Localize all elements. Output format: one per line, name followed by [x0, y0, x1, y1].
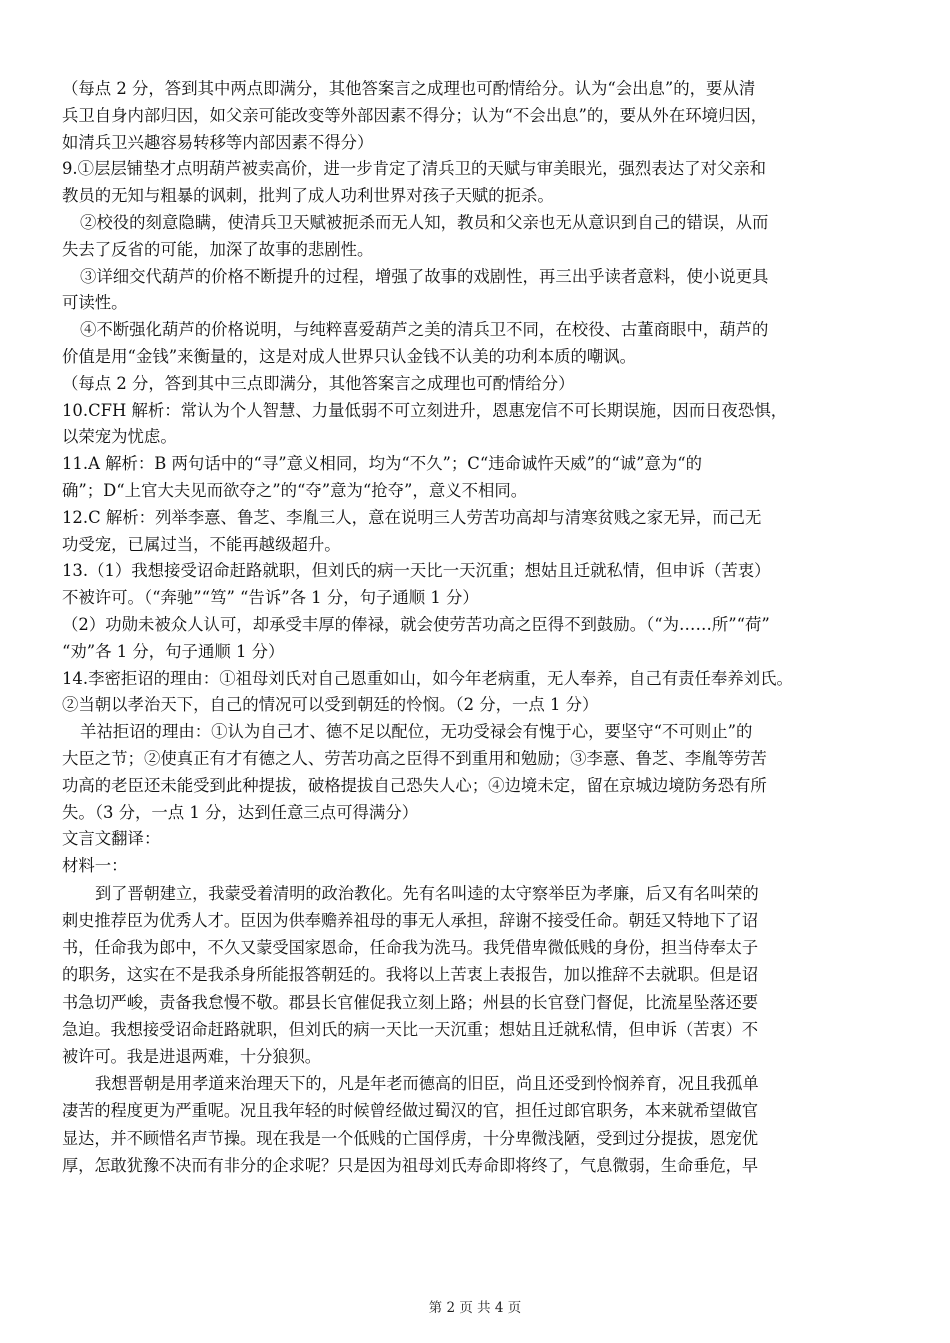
translation-line: 急迫。我想接受诏命赶路就职，但刘氏的病一天比一天沉重；想姑且迁就私情，但申诉（苦衷）不 [62, 1019, 759, 1039]
text-line: 功高的老臣还未能受到此种提拔，破格提拔自己恐失人心；④边境未定，留在京城边境防务恐有所 [62, 775, 767, 795]
text-line: 大臣之节；②使真正有才有德之人、劳苦功高之臣得不到重用和勉励；③李憙、鲁芝、李胤等劳苦 [62, 748, 767, 768]
text-line: 失去了反省的可能，加深了故事的悲剧性。 [62, 239, 374, 259]
text-line: 兵卫自身内部归因，如父亲可能改变等外部因素不得分；认为“不会出息”的，要从外在环境归因， [62, 105, 768, 125]
text-line: （2）功勋未被众人认可，却承受丰厚的俸禄，就会使劳苦功高之臣得不到鼓励。（“为……所”“荷” [62, 614, 770, 634]
text-line: （每点 2 分，答到其中两点即满分，其他答案言之成理也可酌情给分。认为“会出息”的，要从清 [62, 79, 756, 98]
translation-line: 刺史推荐臣为优秀人才。臣因为供奉赡养祖母的事无人承担，辞谢不接受任命。朝廷又特地下了诏 [62, 911, 759, 931]
translation-line: 被许可。我是进退两难，十分狼狈。 [62, 1047, 321, 1067]
text-line: （每点 2 分，答到其中三点即满分，其他答案言之成理也可酌情给分） [62, 373, 575, 393]
translation-line: 显达，并不顾惜名声节操。现在我是一个低贱的亡国俘虏，十分卑微浅陋，受到过分提拔，恩宠优 [62, 1128, 759, 1148]
text-line: ④不断强化葫芦的价格说明，与纯粹喜爱葫芦之美的清兵卫不同，在校役、古董商眼中，葫芦的 [80, 320, 769, 340]
text-line: 10.CFH 解析：常认为个人智慧、力量低弱不可立刻进升，恩惠宠信不可长期误施，因而日夜恐惧， [62, 400, 788, 420]
text-line: 如清兵卫兴趣容易转移等内部因素不得分） [62, 132, 374, 152]
text-line: ②当朝以孝治天下，自己的情况可以受到朝廷的怜悯。（2 分，一点 1 分） [62, 695, 599, 715]
translation-block [62, 880, 892, 1179]
text-line: 材料一： [62, 856, 128, 876]
translation-line: 书，任命我为郎中，不久又蒙受国家恩命，任命我为洗马。我凭借卑微低贱的身份，担当侍奉太子 [62, 938, 759, 958]
text-line: 不被许可。（“奔驰”“笃” “告诉”各 1 分，句子通顺 1 分） [62, 588, 479, 608]
text-line: 确”；D“上官大夫见而欲夺之”的“夺”意为“抢夺”，意义不相同。 [62, 480, 528, 500]
text-line: 以荣宠为忧虑。 [62, 427, 177, 447]
page-footer: 第 2 页 共 4 页 [428, 1300, 522, 1316]
text-line: 14.李密拒诏的理由：①祖母刘氏对自己恩重如山，如今年老病重，无人奉养，自己有责任奉养刘氏。 [62, 668, 793, 688]
text-line: 13.（1）我想接受诏命赶路就职，但刘氏的病一天比一天沉重；想姑且迁就私情，但申诉（苦衷） [62, 561, 771, 581]
text-line: ②校役的刻意隐瞒，使清兵卫天赋被扼杀而无人知，教员和父亲也无从意识到自己的错误，从而 [80, 212, 769, 232]
answer-key-block [62, 76, 892, 880]
text-line: 教员的无知与粗暴的讽刺，批判了成人功利世界对孩子天赋的扼杀。 [62, 186, 554, 206]
translation-line: 的职务，这实在不是我杀身所能报答朝廷的。我将以上苦衷上表报告，加以推辞不去就职。但是诏 [62, 965, 759, 985]
text-line: 文言文翻译： [62, 829, 161, 849]
text-line: 可读性。 [62, 293, 128, 313]
text-line: 11.A 解析：B 两句话中的“寻”意义相同，均为“不久”；C“违命诚忤天威”的“诚”意为“的 [62, 454, 703, 474]
translation-line: 我想晋朝是用孝道来治理天下的，凡是年老而德高的旧臣，尚且还受到怜悯养育，况且我孤单 [95, 1074, 759, 1094]
text-line: 9.①层层铺垫才点明葫芦被卖高价，进一步肯定了清兵卫的天赋与审美眼光，强烈表达了对父亲和 [62, 159, 767, 179]
text-line: 功受宠，已属过当，不能再越级超升。 [62, 534, 341, 554]
text-line: 价值是用“金钱”来衡量的，这是对成人世界只认金钱不认美的功利本质的嘲讽。 [62, 346, 637, 366]
answer-content [62, 76, 892, 1179]
text-line: 失。（3 分，一点 1 分，达到任意三点可得满分） [62, 802, 419, 822]
translation-line: 凄苦的程度更为严重呢。况且我年轻的时候曾经做过蜀汉的官，担任过郎官职务，本来就希望做官 [62, 1101, 759, 1121]
text-line: 羊祜拒诏的理由：①认为自己才、德不足以配位，无功受禄会有愧于心，要坚守“不可则止”的 [80, 722, 753, 742]
translation-line: 书急切严峻，责备我怠慢不敬。郡县长官催促我立刻上路；州县的长官登门督促，比流星坠落还要 [62, 992, 759, 1012]
text-line: ③详细交代葫芦的价格不断提升的过程，增强了故事的戏剧性，再三出乎读者意料，使小说更具 [80, 266, 769, 286]
text-line: “劝”各 1 分，句子通顺 1 分） [62, 641, 285, 661]
translation-line: 厚，怎敢犹豫不决而有非分的企求呢？只是因为祖母刘氏寿命即将终了，气息微弱，生命垂危，早 [62, 1155, 759, 1175]
text-line: 12.C 解析：列举李憙、鲁芝、李胤三人，意在说明三人劳苦功高却与清寒贫贱之家无异，而己无 [62, 507, 762, 527]
translation-line: 到了晋朝建立，我蒙受着清明的政治教化。先有名叫逵的太守察举臣为孝廉，后又有名叫荣的 [95, 883, 759, 903]
